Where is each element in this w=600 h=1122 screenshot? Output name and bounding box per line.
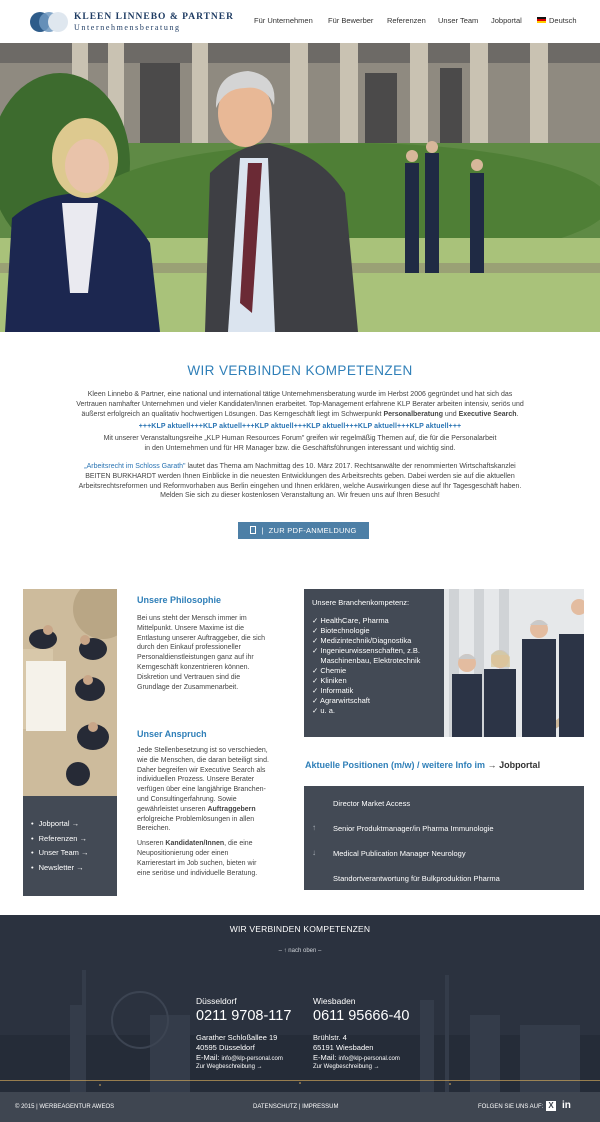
site-header xyxy=(0,0,600,43)
text-line: Jede Stellenbesetzung ist so verschieden, xyxy=(137,747,268,754)
text-line: Neupositionierung oder einen xyxy=(137,849,229,857)
meeting-photo xyxy=(23,589,117,796)
bold-text: Kandidaten/Innen xyxy=(165,840,225,848)
intro-text-line: Melden Sie sich zu dieser kostenlosen Veranstaltung an. Wir freuen uns auf Ihren Besuch! xyxy=(160,492,440,500)
job-item[interactable]: Senior Produktmanager/in Pharma Immunologie xyxy=(333,824,494,833)
quicklinks-panel xyxy=(23,589,117,896)
office-city: Düsseldorf xyxy=(196,996,237,1006)
office-street: Brühlstr. 4 xyxy=(313,1033,347,1042)
footer xyxy=(0,915,600,1092)
branchen-item: Maschinenbau, Elektrotechnik xyxy=(312,656,421,665)
text-line: Diskretion und Vertrauen sind die xyxy=(137,673,241,681)
nav-item-fuer-bewerber[interactable]: Für Bewerber xyxy=(328,16,374,25)
bottom-bar: © 2015 | WERBEAGENTUR AWEOS DATENSCHUTZ | IMPRESSUM FOLGEN SIE UNS AUF: X in xyxy=(0,1092,600,1122)
hero-photo xyxy=(0,43,600,332)
text-line: Personaldienstleistungen ganz auf ihr xyxy=(137,654,254,662)
job-item[interactable]: Standortverantwortung für Bulkproduktion Pharma xyxy=(333,874,500,883)
intro-bold: Personalberatung xyxy=(383,410,443,418)
text-line: wie die Menschen, die daran beteiligt sind. xyxy=(137,756,269,764)
datenschutz-link[interactable]: DATENSCHUTZ xyxy=(253,1104,298,1110)
intro-text-line: BEITEN BURKHARDT werden Ihnen Einblicke in die neuesten Entwicklungen des Arbeitsrechts geben. Dabei werden sie auf die aktuellen xyxy=(85,472,515,480)
intro-text-line: Mit unserer Veranstaltungsreihe „KLP Human Resources Forum" greifen wir regelmäßig Themen auf, die für die Personalarbeit xyxy=(103,435,497,443)
branchen-item: ✓ HealthCare, Pharma xyxy=(312,616,389,625)
copyright[interactable]: © 2015 | WERBEAGENTUR AWEOS xyxy=(15,1104,115,1110)
intro-text-line: in den Unternehmen und für HR Manager bzw. die Geschäftsführungen interessant und wichtig sind. xyxy=(144,445,456,453)
quicklink-unser-team[interactable]: • Unser Team → xyxy=(31,846,89,861)
branchen-item: ✓ Agrarwirtschaft xyxy=(312,696,370,705)
anspruch-title: Unser Anspruch xyxy=(137,729,207,739)
bold-text: Auftraggebern xyxy=(207,805,256,813)
route-link[interactable]: Zur Wegbeschreibung → xyxy=(196,1064,263,1070)
logo-name: KLEEN LINNEBO & PARTNER xyxy=(74,12,234,22)
text-line: eine seriöse und individuelle Beratung. xyxy=(137,869,258,877)
office-phone[interactable]: 0211 9708-117 xyxy=(196,1008,292,1024)
branchen-item: ✓ Ingenieurwissenschaften, z.B. xyxy=(312,646,421,655)
anspruch-block xyxy=(137,729,295,878)
logo-subtitle: Unternehmensberatung xyxy=(74,23,181,32)
quicklink-referenzen[interactable]: • Referenzen → xyxy=(31,832,89,847)
quicklink-newsletter[interactable]: • Newsletter → xyxy=(31,861,89,876)
linkedin-icon[interactable]: in xyxy=(562,1100,571,1111)
office-phone[interactable]: 0611 95666-40 xyxy=(313,1008,410,1024)
branchen-title: Unsere Branchenkompetenz: xyxy=(312,598,410,607)
pdf-icon xyxy=(250,526,256,534)
office-email[interactable]: info@klp-personal.com xyxy=(221,1056,283,1062)
scroll-up-icon[interactable]: ↑ xyxy=(312,823,316,832)
intro-title: WIR VERBINDEN KOMPETENZEN xyxy=(187,363,413,378)
philosophie-block xyxy=(137,595,295,692)
event-link[interactable]: „Arbeitsrecht im Schloss Garath" xyxy=(84,462,186,470)
branchen-box xyxy=(304,589,584,737)
email-label: E-Mail: xyxy=(313,1053,337,1062)
branchen-item: ✓ Kliniken xyxy=(312,676,347,685)
office-email[interactable]: info@klp-personal.com xyxy=(338,1056,400,1062)
office-zip: 65191 Wiesbaden xyxy=(313,1043,374,1052)
branchen-item: ✓ Informatik xyxy=(312,686,354,695)
text-line: Grundlage der Zusammenarbeit. xyxy=(137,683,239,691)
pdf-register-button[interactable]: | ZUR PDF-ANMELDUNG xyxy=(238,522,369,539)
email-label: E-Mail: xyxy=(196,1053,220,1062)
job-item[interactable]: Director Market Access xyxy=(333,799,411,808)
skyline-background xyxy=(0,915,600,1092)
follow-label: FOLGEN SIE UNS AUF: xyxy=(478,1104,544,1110)
hero-image xyxy=(0,43,600,332)
branchen-item: ✓ Biotechnologie xyxy=(312,626,370,635)
office-street: Garather Schloßallee 19 xyxy=(196,1033,278,1042)
branchen-item: ✓ u. a. xyxy=(312,706,335,715)
text-line: und Consultingerfahrung. Sowie xyxy=(137,795,237,803)
intro-text: lautet das Thema am Nachmittag des 10. März 2017. Rechtsanwälte der renommierten Wirtschaftskanzlei xyxy=(187,462,516,470)
text-line: erfolgreiche Problemlösungen in allen xyxy=(137,815,255,823)
text-line: Bereichen. xyxy=(137,825,171,833)
german-flag-icon xyxy=(537,17,546,23)
text-line: durch den Einkauf professioneller xyxy=(137,644,241,652)
text-line: individuellen Prozess. Unsere Berater xyxy=(137,776,255,784)
intro-text-line: Vertrauen namhafter Unternehmen und vieler Kandidaten/Innen erarbeitet. Top-Management erfahrene KLP Berater arbeiten intensiv, seriös und xyxy=(76,400,524,408)
intro-text: und xyxy=(444,410,457,418)
text-line: Bei uns steht der Mensch immer im xyxy=(137,615,247,622)
team-photo xyxy=(444,589,584,737)
text: , die eine xyxy=(224,840,253,848)
scroll-down-icon[interactable]: ↓ xyxy=(312,848,316,857)
text-line: Daher begreifen wir Executive Search als xyxy=(137,766,266,774)
philosophie-title: Unsere Philosophie xyxy=(137,595,222,605)
logo-circle-icon xyxy=(48,12,68,32)
text-line: verfügen über eine langjährige Branchen- xyxy=(137,786,266,794)
news-ticker[interactable]: +++KLP aktuell+++KLP aktuell+++KLP aktuell+++KLP aktuell+++KLP aktuell+++KLP aktuell+++ xyxy=(138,423,462,431)
route-link[interactable]: Zur Wegbeschreibung → xyxy=(313,1064,380,1070)
nav-item-unser-team[interactable]: Unser Team xyxy=(438,16,479,25)
office-zip: 40595 Düsseldorf xyxy=(196,1043,255,1052)
positions-list xyxy=(304,786,584,890)
intro-bold: Executive Search xyxy=(458,410,517,418)
office-city: Wiesbaden xyxy=(313,996,356,1006)
intro-text-line: Kleen Linnebo & Partner, eine national und international tätige Unternehmensberatung wurde im Herbst 2006 gegründet und hat sich das xyxy=(87,391,513,398)
text-line: Kerngeschäft konzentrieren können. xyxy=(137,663,250,671)
text: Unseren xyxy=(137,840,164,848)
nav-item-jobportal[interactable]: Jobportal xyxy=(491,16,522,25)
positions-heading[interactable]: Aktuelle Positionen (m/w) / weitere Info im → Jobportal xyxy=(305,760,541,770)
branchen-item: ✓ Chemie xyxy=(312,666,347,675)
nav-item-referenzen[interactable]: Referenzen xyxy=(387,16,426,25)
job-item[interactable]: Medical Publication Manager Neurology xyxy=(333,849,466,858)
nav-item-fuer-unternehmen[interactable]: Für Unternehmen xyxy=(254,16,313,25)
back-to-top-link[interactable]: – ↑ nach oben – xyxy=(278,948,322,954)
language-switch[interactable]: Deutsch xyxy=(537,16,577,25)
intro-section: WIR VERBINDEN KOMPETENZEN Kleen Linnebo & Partner, eine national und international tätige Unternehmensberatung wurde im Herbst 2006 gegründet und hat sich das Vertrauen namhafter Unternehmen und vieler Kandidaten/Innen erarbeitet. Top-Management erfahrene KLP Berater arbeiten intensiv, seriös und äußerst erfolgreich an qualitativ hochwertigen Lösungen. Das Kerngeschäft liegt im Schwerpunkt Personalberatung und Executive Search. +++KLP aktuell+++KLP aktuell+++KLP aktuell+++KLP aktuell+++KLP aktuell+++KLP aktuell+++ Mit unserer Veranstaltungsreihe „KLP Human Resources Forum" greifen wir regelmäßig Themen auf, die für die Personalarbeit in den Unternehmen und für HR Manager bzw. die Geschäftsführungen interessant und wichtig sind. „Arbeitsrecht im Schloss Garath" lautet das Thema am Nachmittag des 10. März 2017. Rechtsanwälte der renommierten Wirtschaftskanzlei BEITEN BURKHARDT werden Ihnen Einblicke in die neuesten Entwicklungen des Arbeitsrechts geben. Dabei werden sie auf die aktuellen Arbeitsrechtsreformen und Reformvorhaben aus Berlin eingehen und Ihnen erklären, welche Auswirkungen diese auf Ihr Tagesgeschäft haben. Melden Sie sich zu dieser kostenlosen Veranstaltung an. Wir freuen uns auf Ihren Besuch! xyxy=(0,332,600,501)
text-line: Karrierestart im Job suchen, bieten wir xyxy=(137,859,257,867)
intro-text-line: Arbeitsrechtsreformen und Reformvorhaben aus Berlin eingehen und Ihnen erklären, welche Auswirkungen diese auf Ihr Tagesgeschäft haben. xyxy=(78,482,522,490)
footer-title: WIR VERBINDEN KOMPETENZEN xyxy=(229,924,371,934)
branchen-item: ✓ Medizintechnik/Diagnostika xyxy=(312,636,412,645)
text-line: Mittelpunkt. Unsere Maxime ist die xyxy=(137,624,244,632)
impressum-link[interactable]: IMPRESSUM xyxy=(302,1104,339,1110)
quicklink-jobportal[interactable]: • Jobportal → xyxy=(31,817,89,832)
xing-icon[interactable]: X xyxy=(546,1101,556,1111)
intro-text-line: äußerst erfolgreich an qualitativ hochwertigen Lösungen. Das Kerngeschäft liegt im Schwerpunkt xyxy=(81,410,382,418)
text-line: gewährleistet unseren xyxy=(137,805,206,813)
text-line: Entlastung unserer Auftraggeber, die sich xyxy=(137,634,266,642)
logo[interactable] xyxy=(30,11,240,33)
